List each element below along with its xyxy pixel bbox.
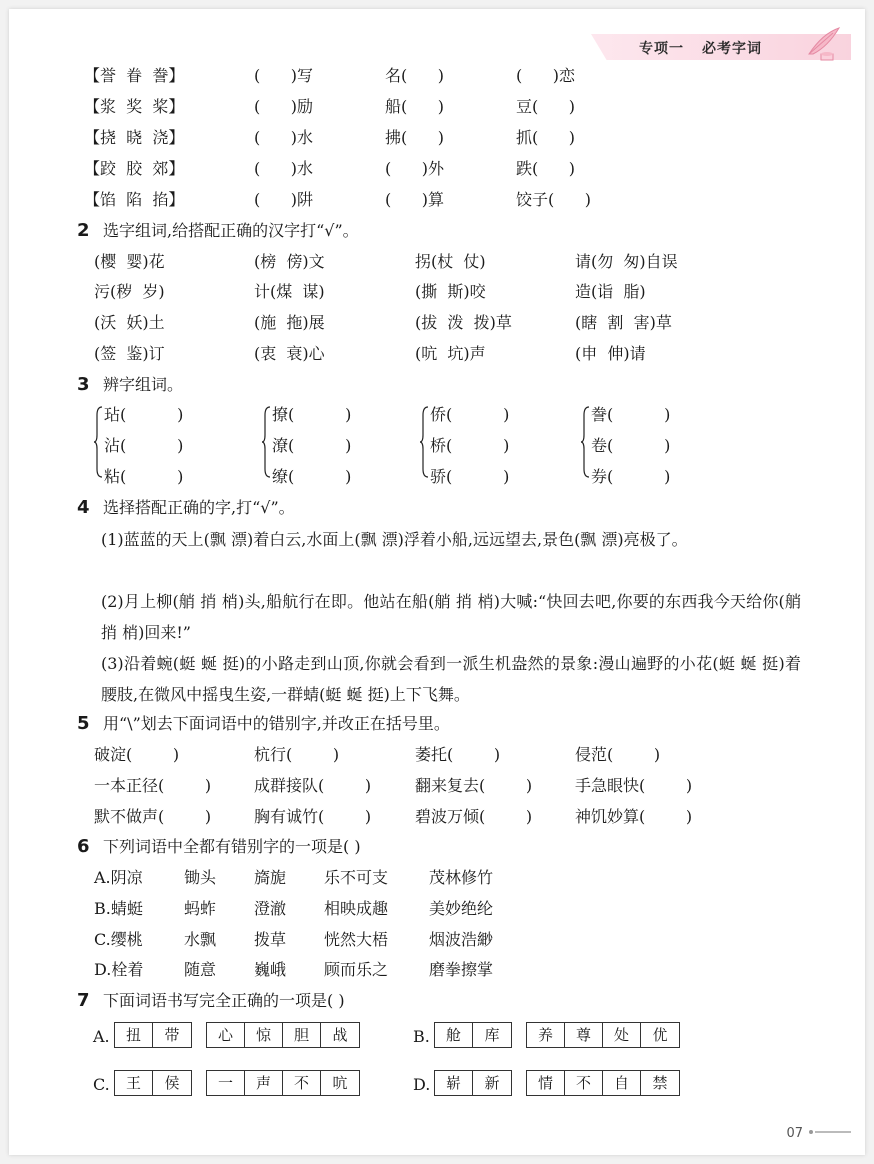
question-number: 7 bbox=[77, 990, 90, 1011]
option-word: 拨草 bbox=[254, 930, 287, 949]
char-box: 惊 bbox=[245, 1023, 283, 1047]
word-choice: (沃 妖)土 bbox=[94, 313, 165, 332]
char-box: 优 bbox=[652, 1026, 668, 1044]
char-blank: 沾( ) bbox=[104, 436, 184, 455]
word-choice: 计(煤 谋) bbox=[254, 282, 325, 301]
char-blank: 玷( ) bbox=[104, 405, 184, 424]
option-word: 蚂蚱 bbox=[184, 899, 217, 918]
char-box-group bbox=[434, 1070, 512, 1096]
char-group: 【跤 胶 郊】 bbox=[84, 159, 185, 178]
typo-word: 碧波万倾( ) bbox=[415, 807, 533, 826]
char-box: 新 bbox=[484, 1074, 500, 1092]
question-prompt: 下列词语中全都有错别字的一项是( ) bbox=[103, 837, 361, 856]
char-box-group bbox=[434, 1022, 512, 1048]
option-word: 随意 bbox=[184, 960, 217, 979]
option-word: C.缨桃 bbox=[94, 930, 143, 949]
char-box: 处 bbox=[603, 1023, 641, 1047]
char-blank: 侨( ) bbox=[430, 405, 510, 424]
typo-word: 手急眼快( ) bbox=[575, 776, 693, 795]
choice-option-d bbox=[9, 1070, 865, 1098]
char-blank: 誊( ) bbox=[591, 405, 671, 424]
typo-word: 杭行( ) bbox=[254, 745, 340, 764]
char-box-group bbox=[526, 1022, 680, 1048]
char-box: 一 bbox=[207, 1071, 245, 1095]
char-box: 心 bbox=[207, 1023, 245, 1047]
blank-a: ( )励 bbox=[254, 97, 314, 116]
typo-word: 侵范( ) bbox=[575, 745, 661, 764]
char-box: 声 bbox=[245, 1071, 283, 1095]
option-label: A. bbox=[93, 1027, 110, 1046]
char-box: 战 bbox=[332, 1026, 348, 1044]
char-box: 禁 bbox=[652, 1074, 668, 1092]
char-group: 【浆 奖 桨】 bbox=[84, 97, 185, 116]
char-group: 【挠 晓 浇】 bbox=[84, 128, 185, 147]
blank-c: ( )恋 bbox=[516, 66, 576, 85]
char-box: 自 bbox=[603, 1071, 641, 1095]
question-prompt: 下面词语书写完全正确的一项是( ) bbox=[103, 991, 345, 1010]
option-word: 恍然大梧 bbox=[324, 930, 389, 949]
blank-b: 拂( ) bbox=[385, 128, 445, 147]
blank-b: 船( ) bbox=[385, 97, 445, 116]
banner-text bbox=[639, 38, 762, 58]
char-box: 不 bbox=[565, 1071, 603, 1095]
feather-inkwell-icon bbox=[803, 24, 843, 64]
question-number: 4 bbox=[77, 497, 90, 518]
word-choice: 拐(杖 仗) bbox=[415, 252, 486, 271]
char-box: 吭 bbox=[332, 1074, 348, 1092]
char-box: 侯 bbox=[164, 1074, 180, 1092]
char-blank: 券( ) bbox=[591, 467, 671, 486]
word-choice: (申 伸)请 bbox=[575, 344, 646, 363]
option-word: 美妙绝纶 bbox=[429, 899, 494, 918]
question-prompt: 用“\”划去下面词语中的错别字,并改正在括号里。 bbox=[103, 714, 450, 733]
question-number: 3 bbox=[77, 374, 90, 395]
sentence-item: (2)月上柳(艄 捎 梢)头,船航行在即。他站在船(艄 捎 梢)大喊:“快回去吧,你要的东西我今天给你(艄 捎 梢)回来!” bbox=[101, 592, 801, 642]
char-group: 【馅 陷 掐】 bbox=[84, 190, 185, 209]
typo-word: 一本正径( ) bbox=[94, 776, 212, 795]
left-brace-icon bbox=[261, 405, 271, 479]
char-blank: 粘( ) bbox=[104, 467, 184, 486]
option-word: 相映成趣 bbox=[324, 899, 389, 918]
left-brace-icon bbox=[93, 405, 103, 479]
section-banner bbox=[591, 34, 851, 60]
option-word: 乐不可支 bbox=[324, 868, 389, 887]
option-label: D. bbox=[413, 1075, 431, 1094]
char-box: 扭 bbox=[115, 1023, 153, 1047]
blank-a: ( )阱 bbox=[254, 190, 314, 209]
typo-word: 神饥妙算( ) bbox=[575, 807, 693, 826]
left-brace-icon bbox=[580, 405, 590, 479]
blank-c: 抓( ) bbox=[516, 128, 576, 147]
char-box: 舱 bbox=[435, 1023, 473, 1047]
char-box: 尊 bbox=[565, 1023, 603, 1047]
option-word: D.栓着 bbox=[94, 960, 144, 979]
char-box-group bbox=[526, 1070, 680, 1096]
char-blank: 卷( ) bbox=[591, 436, 671, 455]
question-number: 5 bbox=[77, 713, 90, 734]
word-choice: 请(勿 匆)自误 bbox=[575, 252, 678, 271]
question-prompt: 选择搭配正确的字,打“√”。 bbox=[103, 498, 295, 517]
question-number: 2 bbox=[77, 220, 90, 241]
section-title: 必考字词 bbox=[702, 41, 762, 57]
typo-word: 默不做声( ) bbox=[94, 807, 212, 826]
option-word: 水飘 bbox=[184, 930, 217, 949]
word-choice: 污(秽 岁) bbox=[94, 282, 165, 301]
option-word: 磨拳擦掌 bbox=[429, 960, 494, 979]
word-choice: (撕 斯)咬 bbox=[415, 282, 486, 301]
blank-a: ( )水 bbox=[254, 159, 314, 178]
page-dot bbox=[809, 1130, 813, 1134]
option-word: 烟波浩緲 bbox=[429, 930, 494, 949]
blank-a: ( )水 bbox=[254, 128, 314, 147]
worksheet-page bbox=[9, 9, 865, 1155]
char-box: 不 bbox=[283, 1071, 321, 1095]
option-word: 巍峨 bbox=[254, 960, 287, 979]
char-group: 【誉 眷 誊】 bbox=[84, 66, 185, 85]
page-number: 07 bbox=[786, 1126, 803, 1141]
char-blank: 缭( ) bbox=[272, 467, 352, 486]
option-word: B.蜻蜓 bbox=[94, 899, 143, 918]
option-label: C. bbox=[93, 1075, 110, 1094]
sentence-item: (1)蓝蓝的天上(飘 漂)着白云,水面上(飘 漂)浮着小船,远远望去,景色(飘 漂)亮极了。 bbox=[101, 530, 688, 549]
section-label: 专项一 bbox=[639, 41, 684, 57]
option-word: 锄头 bbox=[184, 868, 217, 887]
option-word: A.阴凉 bbox=[94, 868, 143, 887]
char-box: 养 bbox=[527, 1023, 565, 1047]
blank-c: 豆( ) bbox=[516, 97, 576, 116]
blank-a: ( )写 bbox=[254, 66, 314, 85]
option-word: 旖旎 bbox=[254, 868, 287, 887]
word-choice: (榜 傍)文 bbox=[254, 252, 325, 271]
char-box: 崭 bbox=[435, 1071, 473, 1095]
page-rule bbox=[815, 1131, 851, 1133]
option-word: 顾而乐之 bbox=[324, 960, 389, 979]
option-word: 澄澈 bbox=[254, 899, 287, 918]
question-prompt: 辨字组词。 bbox=[103, 375, 184, 394]
word-choice: 造(诣 脂) bbox=[575, 282, 646, 301]
question-prompt: 选字组词,给搭配正确的汉字打“√”。 bbox=[103, 221, 359, 240]
word-choice: (吭 坑)声 bbox=[415, 344, 486, 363]
char-box: 王 bbox=[115, 1071, 153, 1095]
typo-word: 萎托( ) bbox=[415, 745, 501, 764]
typo-word: 成群接队( ) bbox=[254, 776, 372, 795]
char-blank: 撩( ) bbox=[272, 405, 352, 424]
option-word: 茂林修竹 bbox=[429, 868, 494, 887]
word-choice: (签 鉴)订 bbox=[94, 344, 165, 363]
word-choice: (衷 衰)心 bbox=[254, 344, 325, 363]
typo-word: 破淀( ) bbox=[94, 745, 180, 764]
char-box: 胆 bbox=[283, 1023, 321, 1047]
blank-c: 饺子( ) bbox=[516, 190, 592, 209]
char-box: 库 bbox=[484, 1026, 500, 1044]
word-choice: (施 拖)展 bbox=[254, 313, 325, 332]
char-blank: 潦( ) bbox=[272, 436, 352, 455]
char-box: 情 bbox=[527, 1071, 565, 1095]
word-choice: (瞎 割 害)草 bbox=[575, 313, 672, 332]
char-blank: 桥( ) bbox=[430, 436, 510, 455]
char-box: 带 bbox=[164, 1026, 180, 1044]
typo-word: 胸有诚竹( ) bbox=[254, 807, 372, 826]
question-number: 6 bbox=[77, 836, 90, 857]
blank-b: ( )外 bbox=[385, 159, 445, 178]
word-choice: (拔 泼 拨)草 bbox=[415, 313, 512, 332]
choice-option-b bbox=[9, 1022, 865, 1050]
sentence-item: (3)沿着蜿(蜓 蜒 挺)的小路走到山顶,你就会看到一派生机盎然的景象:漫山遍野的小花(蜓 蜒 挺)着腰肢,在微风中摇曳生姿,一群蜻(蜓 蜒 挺)上下飞舞。 bbox=[101, 654, 801, 704]
left-brace-icon bbox=[419, 405, 429, 479]
blank-c: 跌( ) bbox=[516, 159, 576, 178]
typo-word: 翻来复去( ) bbox=[415, 776, 533, 795]
option-label: B. bbox=[413, 1027, 430, 1046]
blank-b: ( )算 bbox=[385, 190, 445, 209]
word-choice: (樱 婴)花 bbox=[94, 252, 165, 271]
blank-b: 名( ) bbox=[385, 66, 445, 85]
char-blank: 骄( ) bbox=[430, 467, 510, 486]
